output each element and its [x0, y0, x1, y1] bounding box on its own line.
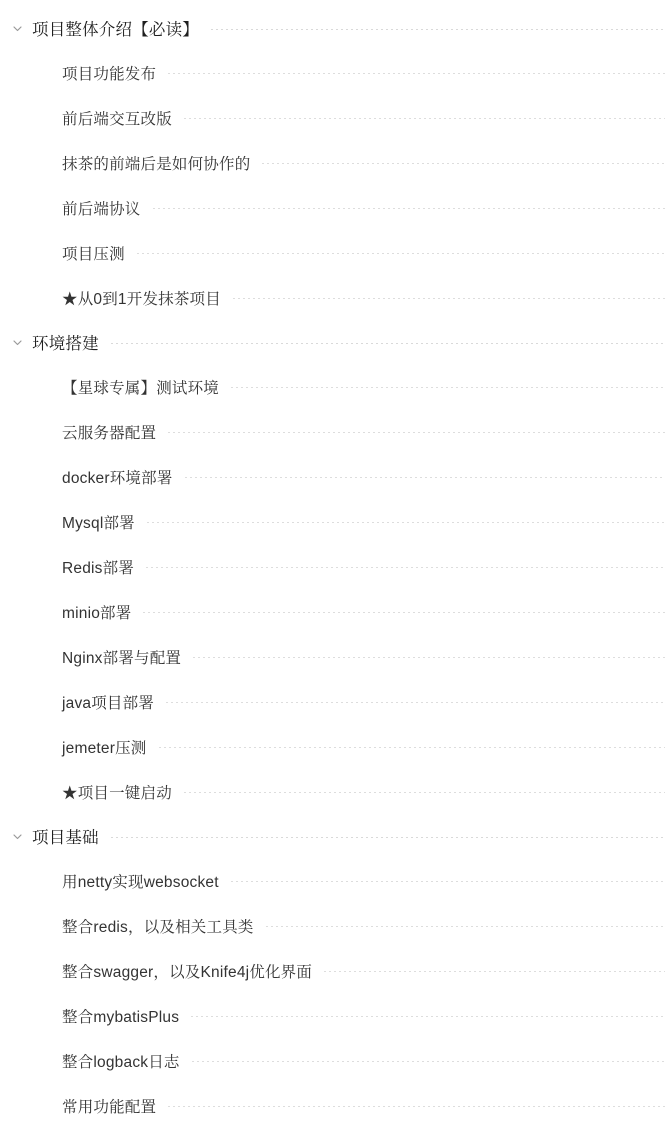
list-item[interactable] [0, 993, 665, 1038]
list-item-label: 项目压测 [62, 242, 135, 264]
dotted-leader [231, 881, 665, 882]
section-header[interactable] [0, 814, 665, 858]
list-item[interactable] [0, 230, 665, 275]
section-title: 项目基础 [26, 824, 109, 848]
list-item[interactable] [0, 903, 665, 948]
dotted-leader [168, 73, 665, 74]
list-item[interactable] [0, 724, 665, 769]
list-item-label: ★项目一键启动 [62, 781, 182, 803]
list-item[interactable] [0, 140, 665, 185]
dotted-leader [143, 612, 665, 613]
list-item-label: 抹茶的前端后是如何协作的 [62, 152, 260, 174]
list-item-label: 整合mybatisPlus [62, 1005, 189, 1027]
dotted-leader [153, 208, 665, 209]
dotted-leader [184, 118, 665, 119]
chevron-down-icon[interactable] [8, 337, 26, 348]
outline-section [0, 6, 665, 320]
list-item-label: 整合redis，以及相关工具类 [62, 915, 264, 937]
list-item[interactable] [0, 544, 665, 589]
list-item-label: Nginx部署与配置 [62, 646, 191, 668]
list-item-label: 用netty实现websocket [62, 870, 229, 892]
chevron-down-icon[interactable] [8, 23, 26, 34]
list-item-label: 前后端交互改版 [62, 107, 182, 129]
dotted-leader [137, 253, 665, 254]
list-item[interactable] [0, 948, 665, 993]
dotted-leader [324, 971, 665, 972]
list-item-label: 整合swagger，以及Knife4j优化界面 [62, 960, 322, 982]
list-item-label: 项目功能发布 [62, 62, 166, 84]
outline-section [0, 814, 665, 1128]
list-item[interactable] [0, 679, 665, 724]
dotted-leader [184, 792, 665, 793]
dotted-leader [111, 343, 665, 344]
list-item-label: ★从0到1开发抹茶项目 [62, 287, 231, 309]
list-item[interactable] [0, 769, 665, 814]
list-item[interactable] [0, 1083, 665, 1128]
list-item[interactable] [0, 50, 665, 95]
dotted-leader [168, 1106, 665, 1107]
section-title: 项目整体介绍【必读】 [26, 16, 209, 40]
dotted-leader [147, 522, 665, 523]
list-item-label: 常用功能配置 [62, 1095, 166, 1117]
dotted-leader [233, 298, 665, 299]
list-item-label: Mysql部署 [62, 511, 145, 533]
chevron-down-icon[interactable] [8, 831, 26, 842]
section-header[interactable] [0, 6, 665, 50]
list-item-label: Redis部署 [62, 556, 144, 578]
list-item-label: 【星球专属】测试环境 [62, 376, 229, 398]
dotted-leader [266, 926, 665, 927]
list-item-label: 整合logback日志 [62, 1050, 190, 1072]
section-title: 环境搭建 [26, 330, 109, 354]
dotted-leader [146, 567, 665, 568]
dotted-leader [192, 1061, 665, 1062]
dotted-leader [231, 387, 665, 388]
dotted-leader [193, 657, 665, 658]
dotted-leader [166, 702, 665, 703]
list-item[interactable] [0, 409, 665, 454]
list-item[interactable] [0, 95, 665, 140]
list-item-label: java项目部署 [62, 691, 164, 713]
list-item[interactable] [0, 185, 665, 230]
list-item-label: docker环境部署 [62, 466, 183, 488]
list-item-label: 前后端协议 [62, 197, 151, 219]
list-item[interactable] [0, 499, 665, 544]
dotted-leader [185, 477, 665, 478]
list-item[interactable] [0, 454, 665, 499]
list-item[interactable] [0, 364, 665, 409]
list-item[interactable] [0, 1038, 665, 1083]
section-header[interactable] [0, 320, 665, 364]
dotted-leader [168, 432, 665, 433]
list-item-label: minio部署 [62, 601, 141, 623]
list-item[interactable] [0, 589, 665, 634]
list-item[interactable] [0, 634, 665, 679]
outline-section [0, 320, 665, 814]
dotted-leader [159, 747, 665, 748]
list-item-label: jemeter压测 [62, 736, 157, 758]
dotted-leader [191, 1016, 665, 1017]
dotted-leader [262, 163, 665, 164]
list-item[interactable] [0, 275, 665, 320]
list-item[interactable] [0, 858, 665, 903]
dotted-leader [211, 29, 665, 30]
list-item-label: 云服务器配置 [62, 421, 166, 443]
dotted-leader [111, 837, 665, 838]
